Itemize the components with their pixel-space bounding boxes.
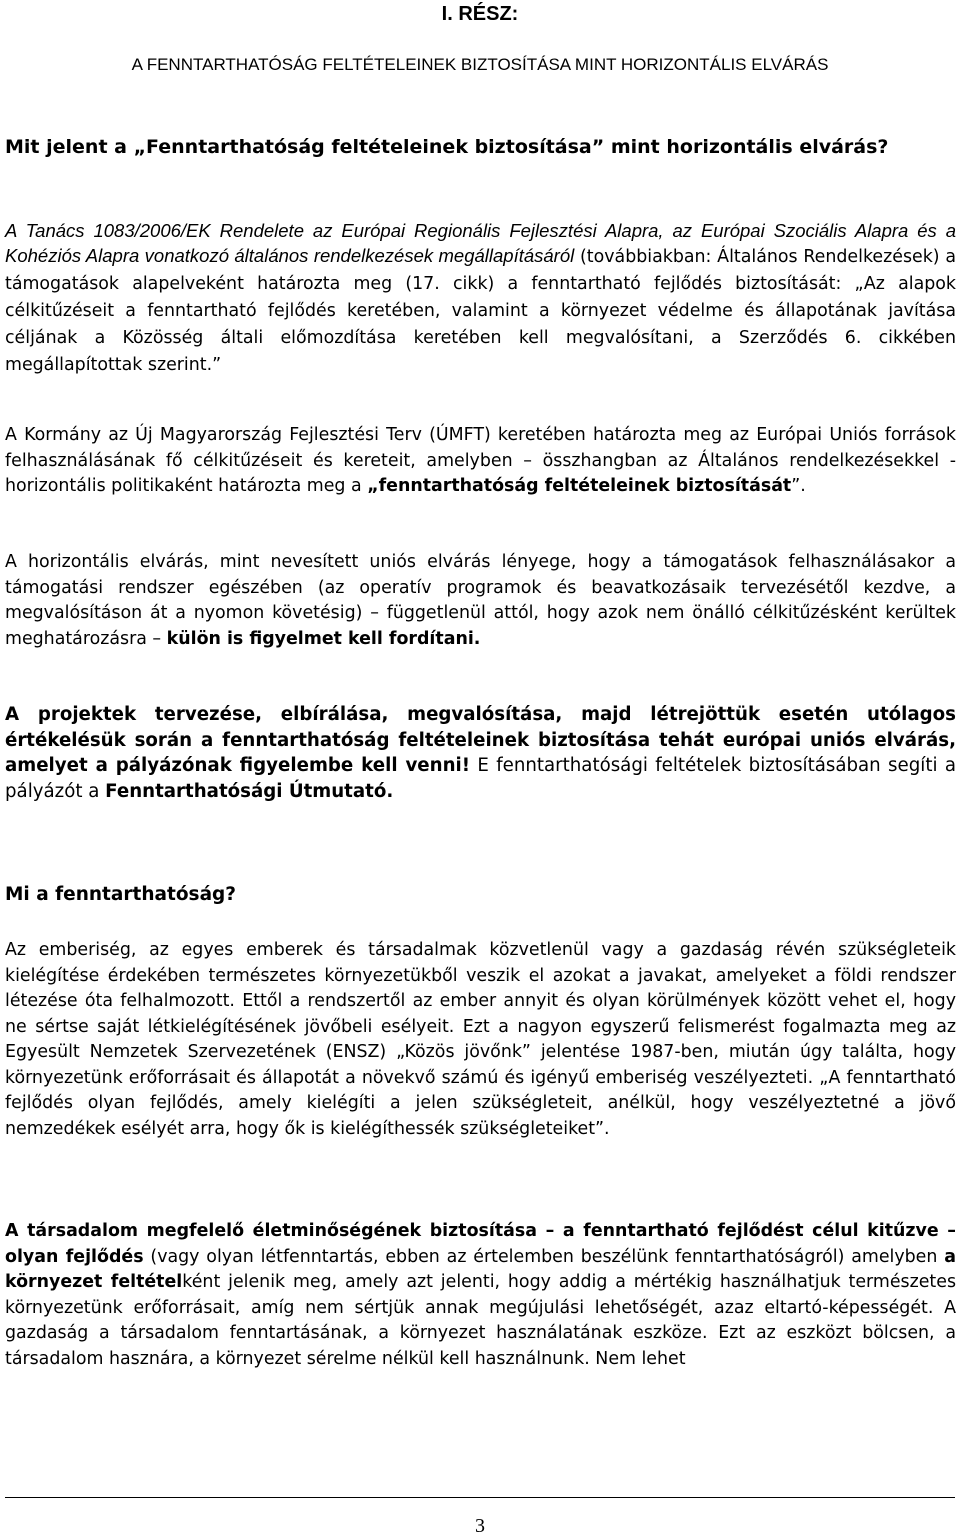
section-heading: Mi a fenntarthatóság? [5, 884, 237, 905]
bold-phrase: A projektek tervezése, elbírálása, megvalósítása, majd létrejöttük esetén utólagos értékelésük során a fenntarthatóság feltételeinek biztosítása tehát európai uniós elvárás, amelyet a pályázónak figyelembe kell venni! [5, 704, 956, 776]
page-number: 3 [475, 1515, 485, 1537]
bold-phrase: a környezet feltétel [5, 1246, 956, 1292]
bold-phrase: A társadalom megfelelő életminőségének biztosítása – a fenntartható fejlődést célul kitűzve – olyan fejlődés [5, 1221, 956, 1267]
regulation-title: A Tanács 1083/2006/EK Rendelete az Európai Regionális Fejlesztési Alapra, az Európai Szociális Alapra és a Kohéziós Alapra vonatkozó általános rendelkezések megállapításáról [5, 220, 956, 266]
bold-phrase: Fenntarthatósági Útmutató. [105, 780, 394, 802]
bold-phrase: külön is figyelmet kell fordítani. [166, 628, 481, 649]
paragraph-text: A Kormány az Új Magyarország Fejlesztési Terv (ÚMFT) keretében határozta meg az Európai Uniós források felhasználásának fő célkitűzéseit és kereteit, amelyben – összhangban az Általános rendelkezésekkel - horizontális politikaként határozta meg a [5, 425, 956, 496]
paragraph-text: (vagy olyan létfenntartás, ebben az értelemben beszélünk fenntarthatóságról) amelyben [143, 1246, 945, 1267]
bold-phrase: „fenntarthatóság feltételeinek biztosítását [367, 476, 792, 496]
paragraph-regulation [5, 218, 956, 378]
paragraph-text: E fenntarthatósági feltételek biztosításában segíti a pályázót a [5, 755, 956, 802]
section-subtitle: A FENNTARTHATÓSÁG FELTÉTELEINEK BIZTOSÍTÁSA MINT HORIZONTÁLIS ELVÁRÁS [131, 55, 829, 74]
paragraph-text: ként jelenik meg, amely azt jelenti, hogy addig a mértékig használhatjuk természetes környezetünk erőforrásait, amíg nem sértjük annak megújulási lehetőségét, azaz eltartó-képességét. A gazdaság a társadalom fenntartásának, a környezet használatának eszköze. Ezt az eszközt bölcsen, a társadalom hasznára, a környezet sérelme nélkül kell használnunk. Nem lehet [5, 1272, 956, 1369]
page-title: I. RÉSZ: [441, 3, 519, 25]
question-heading: Mit jelent a „Fenntarthatóság feltételeinek biztosítása” mint horizontális elvárás? [5, 136, 889, 158]
paragraph-text: A horizontális elvárás, mint nevesített uniós elvárás lényege, hogy a támogatások felhasználásakor a támogatási rendszer egészében (az operatív programok és beavatkozásaik tervezésétől kezdve, a megvalósításon át a nyomon követésig) – függetlenül attól, hogy azok nem önálló célkitűzésként kerültek meghatározásra – [5, 552, 956, 649]
paragraph-government [5, 423, 956, 500]
paragraph-definition: Az emberiség, az egyes emberek és társadalmak közvetlenül vagy a gazdaság révén szükségleteik kielégítése érdekében természetes környezetükből veszik el azokat a javakat, amelyeket a földi rendszer létezése óta felhalmozott. Ettől a rendszertől az ember annyit és olyan körülmények között vehet el, hogy ne sértse saját létkielégítésének jövőbeli esélyeit. Ezt a nagyon egyszerű felismerést fogalmazta meg az Egyesült Nemzetek Szervezetének (ENSZ) „Közös jövőnk” jelentése 1987-ben, miután úgy találta, hogy környezetünk erőforrásait és állapotát a növekvő számú és igényű emberiség veszélyezteti. „A fenntartható fejlődés olyan fejlődés, amely kielégíti a jelen szükségleteit, anélkül, hogy veszélyeztetné a jövő nemzedékek esélyét arra, hogy ők is kielégíthessék szükségleteiket”. [5, 940, 956, 1139]
paragraph-text: ”. [791, 476, 806, 496]
paragraph-horizontal [5, 550, 956, 652]
footer-divider [5, 1497, 955, 1498]
paragraph-text: (továbbiakban: Általános Rendelkezések) a támogatások alapelveként határozta meg (17. cikk) a fenntartható fejlődés biztosítását: „Az alapok célkitűzéseit a fenntartható fejlődés keretében, valamint a környezet védelme és állapotának javítása céljának a Közösség általi előmozdítása keretében kell megvalósítani, a Szerződés 6. cikkében megállapítottak szerint.” [5, 247, 956, 375]
paragraph-society [5, 1219, 956, 1372]
paragraph-projects [5, 702, 956, 804]
